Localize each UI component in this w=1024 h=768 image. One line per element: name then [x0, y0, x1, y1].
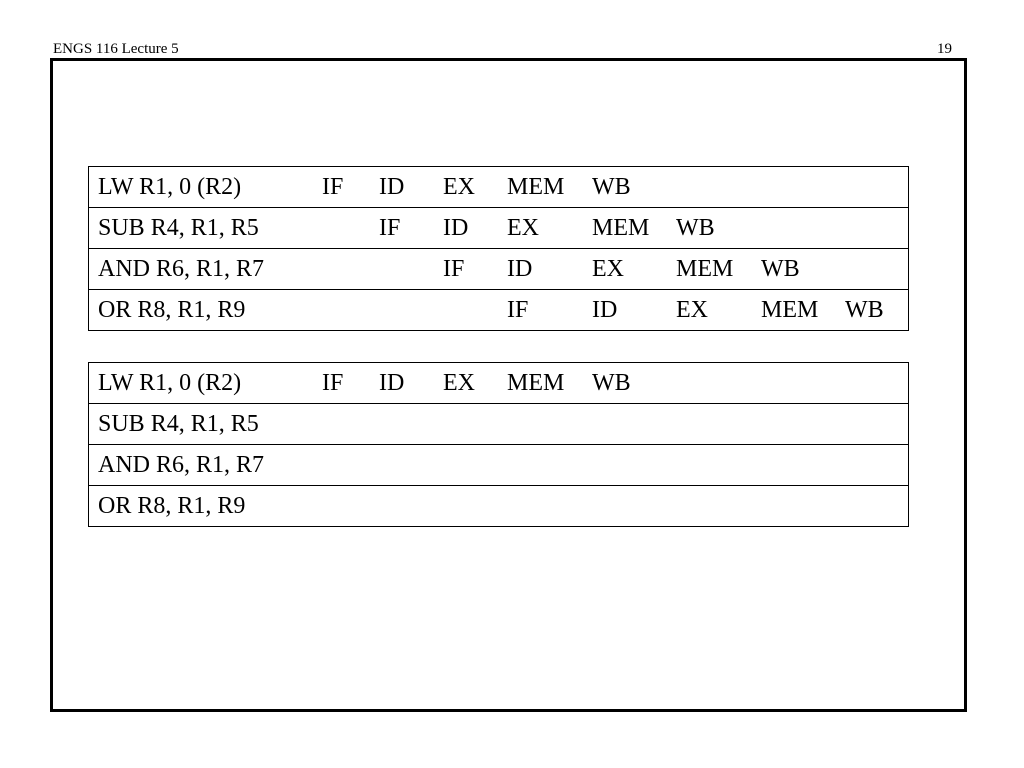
- stage-cell: EX: [676, 297, 708, 323]
- stage-cell: ID: [379, 174, 405, 200]
- table-row: [89, 207, 908, 248]
- stage-cell: WB: [845, 297, 884, 323]
- table-row: [89, 248, 908, 289]
- course-header: ENGS 116 Lecture 5: [53, 41, 179, 57]
- instruction-cell: AND R6, R1, R7: [98, 452, 265, 478]
- table-row: [89, 167, 908, 207]
- instruction-cell: OR R8, R1, R9: [98, 297, 246, 323]
- stage-cell: WB: [592, 370, 631, 396]
- instruction-cell: LW R1, 0 (R2): [98, 370, 242, 396]
- table-row: [89, 403, 908, 444]
- pipeline-table-2: [88, 362, 909, 527]
- stage-cell: MEM: [507, 174, 565, 200]
- instruction-cell: OR R8, R1, R9: [98, 493, 246, 519]
- stage-cell: IF: [443, 256, 465, 282]
- stage-cell: EX: [443, 370, 475, 396]
- stage-cell: MEM: [592, 215, 650, 241]
- table-row: [89, 289, 908, 330]
- instruction-cell: SUB R4, R1, R5: [98, 215, 259, 241]
- stage-cell: WB: [592, 174, 631, 200]
- table-row: [89, 444, 908, 485]
- stage-cell: EX: [507, 215, 539, 241]
- stage-cell: ID: [379, 370, 405, 396]
- table-row: [89, 485, 908, 526]
- stage-cell: ID: [443, 215, 469, 241]
- stage-cell: IF: [322, 174, 344, 200]
- stage-cell: MEM: [507, 370, 565, 396]
- stage-cell: WB: [761, 256, 800, 282]
- stage-cell: ID: [592, 297, 618, 323]
- instruction-cell: SUB R4, R1, R5: [98, 411, 259, 437]
- stage-cell: IF: [507, 297, 529, 323]
- stage-cell: ID: [507, 256, 533, 282]
- stage-cell: MEM: [761, 297, 819, 323]
- stage-cell: IF: [379, 215, 401, 241]
- instruction-cell: AND R6, R1, R7: [98, 256, 265, 282]
- instruction-cell: LW R1, 0 (R2): [98, 174, 242, 200]
- stage-cell: EX: [592, 256, 624, 282]
- stage-cell: IF: [322, 370, 344, 396]
- stage-cell: EX: [443, 174, 475, 200]
- pipeline-table-1: [88, 166, 909, 331]
- stage-cell: WB: [676, 215, 715, 241]
- table-row: [89, 363, 908, 403]
- stage-cell: MEM: [676, 256, 734, 282]
- page-number: 19: [937, 41, 952, 57]
